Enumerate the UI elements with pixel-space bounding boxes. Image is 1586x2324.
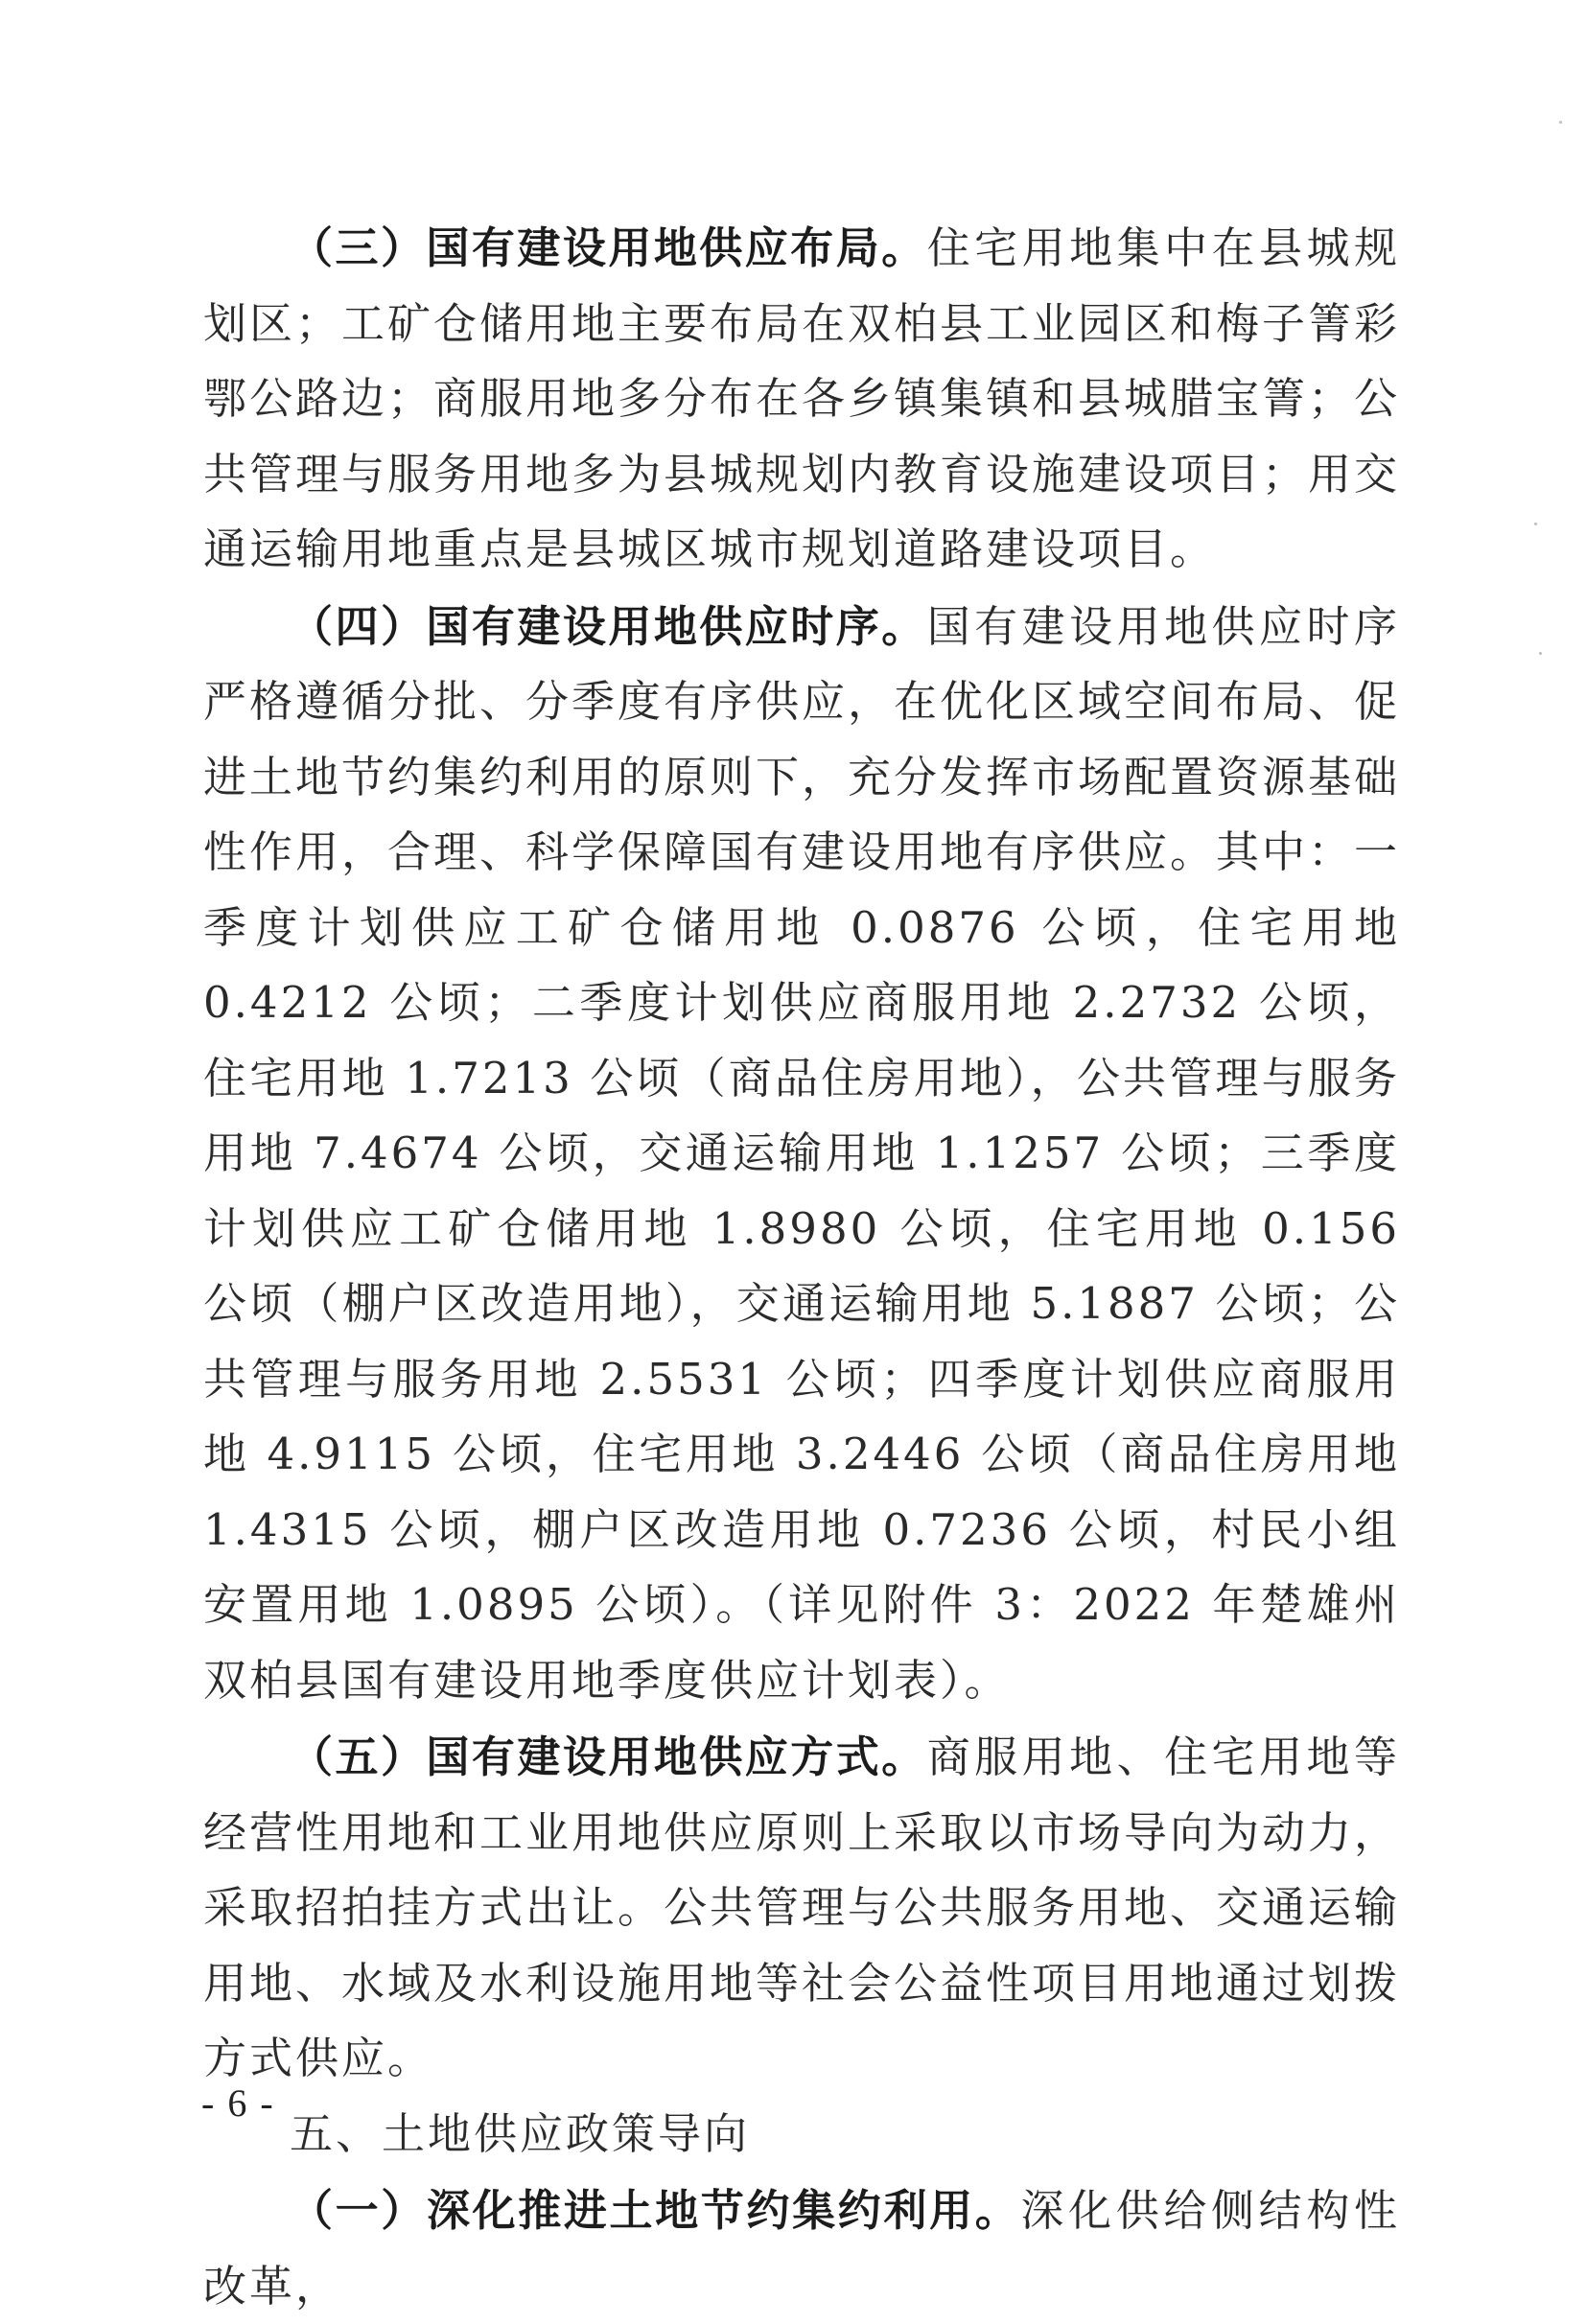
paragraph-supply-method bbox=[203, 1720, 1400, 2097]
scan-speck bbox=[1539, 652, 1542, 655]
scan-speck bbox=[1534, 523, 1537, 525]
page-number: - 6 - bbox=[201, 2081, 275, 2125]
section-heading-supply-method: （五）国有建设用地供应方式。 bbox=[290, 1731, 927, 1782]
section-heading-supply-layout: （三）国有建设用地供应布局。 bbox=[290, 222, 927, 273]
paragraph-supply-layout bbox=[203, 211, 1400, 588]
chapter-heading-policy-guidance bbox=[203, 2097, 1400, 2173]
document-body bbox=[203, 209, 1400, 2324]
section-text-supply-timing: 国有建设用地供应时序严格遵循分批、分季度有序供应，在优化区域空间布局、促进土地节约集约利用的原则下，充分发挥市场配置资源基础性作用，合理、科学保障国有建设用地有序供应。其中：一季度计划供应工矿仓储用地 0.0876 公顷，住宅用地 0.4212 公顷；二季度计划供应商服用地 2.2732 公顷，住宅用地 1.7213 公顷（商品住房用地），公共管理与服务用地 7.4674 公顷，交通运输用地 1.1257 公顷；三季度计划供应工矿仓储用地 1.8980 公顷，住宅用地 0.156 公顷（棚户区改造用地），交通运输用地 5.1887 公顷；公共管理与服务用地 2.5531 公顷；四季度计划供应商服用地 4.9115 公顷，住宅用地 3.2446 公顷（商品住房用地 1.4315 公顷，棚户区改造用地 0.7236 公顷，村民小组安置用地 1.0895 公顷）。（详见附件 3：2022 年楚雄州双柏县国有建设用地季度供应计划表）。 bbox=[203, 600, 1401, 1706]
section-text-supply-layout: 住宅用地集中在县城规划区；工矿仓储用地主要布局在双柏县工业园区和梅子箐彩鄂公路边；商服用地多分布在各乡镇集镇和县城腊宝箐；公共管理与服务用地多为县城规划内教育设施建设项目；用交通运输用地重点是县城区城市规划道路建设项目。 bbox=[203, 222, 1401, 574]
paragraph-land-intensive-use bbox=[203, 2173, 1400, 2324]
section-text-land-intensive-use: 深化供给侧结构性改革， bbox=[203, 2185, 1400, 2312]
scan-speck bbox=[1559, 121, 1562, 124]
section-heading-supply-timing: （四）国有建设用地供应时序。 bbox=[290, 600, 927, 652]
chapter-heading-text: 五、土地供应政策导向 bbox=[290, 2107, 751, 2159]
section-text-supply-method: 商服用地、住宅用地等经营性用地和工业用地供应原则上采取以市场导向为动力，采取招拍挂方式出让。公共管理与公共服务用地、交通运输用地、水域及水利设施用地等社会公益性项目用地通过划拨方式供应。 bbox=[203, 1731, 1401, 2083]
paragraph-supply-timing bbox=[203, 590, 1400, 1719]
section-heading-land-intensive-use: （一）深化推进土地节约集约利用。 bbox=[290, 2185, 1021, 2236]
